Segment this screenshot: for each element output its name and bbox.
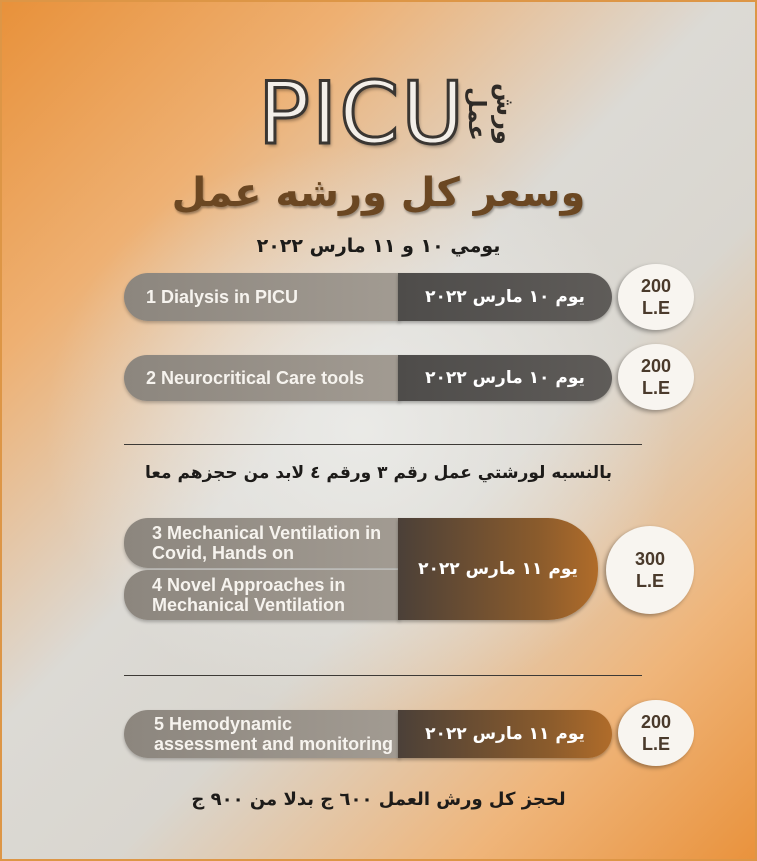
combined-date: يوم ١١ مارس ٢٠٢٢ [398,518,598,620]
footer-offer: لحجز كل ورش العمل ٦٠٠ ج بدلا من ٩٠٠ ج [191,789,566,810]
workshop-4-label: 4 Novel Approaches in Mechanical Ventilation [124,570,400,620]
workshop-2-price-badge [618,344,694,410]
picu-logo [258,64,520,164]
page-title: وسعر كل ورشه عمل [171,170,586,216]
workshop-5-price-badge [618,700,694,766]
combined-price: 300 [634,549,666,569]
workshop-1-currency: L.E [641,298,670,318]
workshop-5-label: 5 Hemodynamic assessment and monitoring [124,710,400,758]
combined-currency: L.E [635,571,664,591]
combined-note: بالنسبه لورشتي عمل رقم ٣ ورقم ٤ لابد من حجزهم معا [145,463,612,483]
workshop-1-price: 200 [640,276,672,296]
workshop-1-label: 1 Dialysis in PICU [124,273,400,321]
workshop-3-label: 3 Mechanical Ventilation in Covid, Hands on [124,518,400,568]
workshop-2-currency: L.E [641,378,670,398]
workshop-2-date: يوم ١٠ مارس ٢٠٢٢ [398,355,612,401]
workshop-1-price-badge [618,264,694,330]
workshop-2-label: 2 Neurocritical Care tools [124,355,400,401]
dates-line: يومي ١٠ و ١١ مارس ٢٠٢٢ [256,235,501,257]
logo-side-text: ورش عمل [463,83,519,145]
workshop-1-date: يوم ١٠ مارس ٢٠٢٢ [398,273,612,321]
logo-word: PICU [258,64,467,164]
divider-top [124,444,642,445]
workshop-5-price: 200 [640,712,672,732]
workshop-2-price: 200 [640,356,672,376]
combined-price-badge [606,526,694,614]
divider-bottom [124,675,642,676]
workshop-5-date: يوم ١١ مارس ٢٠٢٢ [398,710,612,758]
workshop-5-currency: L.E [641,734,670,754]
